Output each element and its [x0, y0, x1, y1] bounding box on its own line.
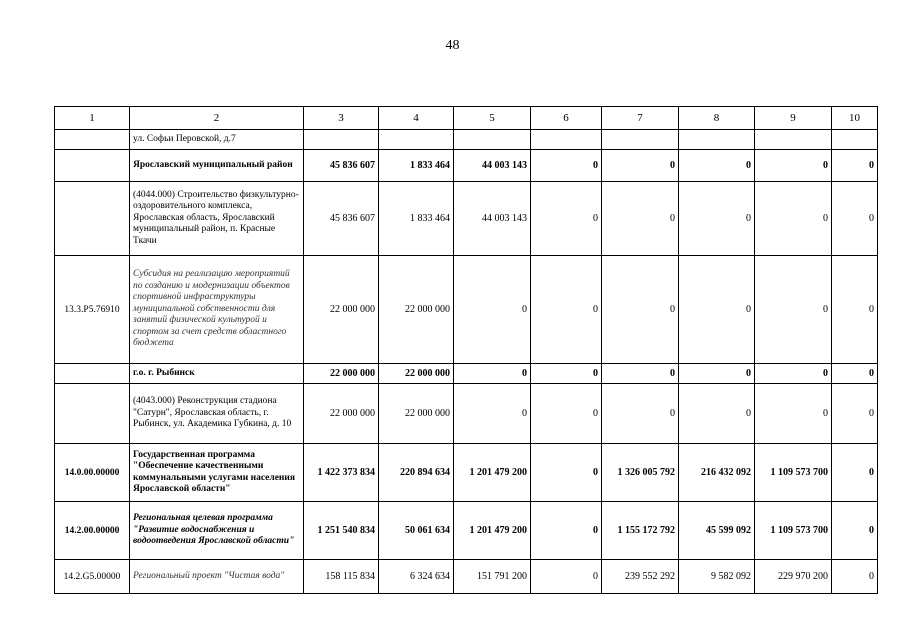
cell-value: 220 894 634 [379, 444, 454, 502]
cell-value [379, 130, 454, 150]
cell-value: 0 [832, 150, 878, 182]
table-row [55, 256, 878, 364]
cell-value: 0 [832, 182, 878, 256]
column-header: 10 [832, 107, 878, 130]
cell-value: 0 [832, 444, 878, 502]
column-header: 8 [679, 107, 755, 130]
table-row [55, 150, 878, 182]
row-description: Региональная целевая программа "Развитие водоснабжения и водоотведения Ярославской области" [130, 502, 304, 560]
cell-value: 0 [531, 384, 602, 444]
cell-value: 6 324 634 [379, 560, 454, 594]
table-row [55, 384, 878, 444]
cell-value: 0 [755, 384, 832, 444]
cell-value: 0 [832, 256, 878, 364]
cell-value: 9 582 092 [679, 560, 755, 594]
cell-value: 1 251 540 834 [304, 502, 379, 560]
cell-value [304, 130, 379, 150]
row-code: 14.0.00.00000 [55, 444, 130, 502]
cell-value [454, 130, 531, 150]
cell-value: 45 599 092 [679, 502, 755, 560]
cell-value: 22 000 000 [304, 384, 379, 444]
cell-value: 158 115 834 [304, 560, 379, 594]
row-code [55, 130, 130, 150]
row-description: (4044.000) Строительство физкультурно-оздоровительного комплекса, Ярославская область, Ярославский муниципальный район, п. Красные Ткачи [130, 182, 304, 256]
cell-value: 22 000 000 [304, 256, 379, 364]
cell-value: 1 201 479 200 [454, 444, 531, 502]
row-code [55, 150, 130, 182]
row-description: (4043.000) Реконструкция стадиона "Сатурн", Ярославская область, г. Рыбинск, ул. Академика Губкина, д. 10 [130, 384, 304, 444]
column-header: 6 [531, 107, 602, 130]
cell-value: 216 432 092 [679, 444, 755, 502]
cell-value: 1 326 005 792 [602, 444, 679, 502]
cell-value: 239 552 292 [602, 560, 679, 594]
row-description: Субсидия на реализацию мероприятий по созданию и модернизации объектов спортивной инфраструктуры муниципальной собственности для занятий физической культурой и спортом за счет средств областного бюджета [130, 256, 304, 364]
cell-value: 44 003 143 [454, 150, 531, 182]
cell-value [602, 130, 679, 150]
cell-value: 0 [531, 502, 602, 560]
table-row [55, 560, 878, 594]
cell-value: 0 [679, 364, 755, 384]
cell-value: 0 [832, 560, 878, 594]
cell-value: 0 [602, 182, 679, 256]
column-header: 9 [755, 107, 832, 130]
row-description: Региональный проект "Чистая вода" [130, 560, 304, 594]
cell-value: 22 000 000 [304, 364, 379, 384]
cell-value [755, 130, 832, 150]
cell-value: 44 003 143 [454, 182, 531, 256]
row-code [55, 384, 130, 444]
cell-value: 45 836 607 [304, 182, 379, 256]
cell-value: 0 [531, 256, 602, 364]
table-row [55, 444, 878, 502]
table-row [55, 182, 878, 256]
row-code: 13.3.Р5.76910 [55, 256, 130, 364]
cell-value: 1 109 573 700 [755, 502, 832, 560]
cell-value: 0 [832, 364, 878, 384]
cell-value: 22 000 000 [379, 256, 454, 364]
cell-value: 1 155 172 792 [602, 502, 679, 560]
page-number: 48 [445, 38, 460, 53]
column-header: 3 [304, 107, 379, 130]
cell-value: 0 [531, 182, 602, 256]
cell-value: 1 422 373 834 [304, 444, 379, 502]
cell-value: 1 833 464 [379, 150, 454, 182]
header-row [55, 107, 878, 130]
cell-value: 0 [454, 384, 531, 444]
cell-value: 1 201 479 200 [454, 502, 531, 560]
cell-value: 22 000 000 [379, 384, 454, 444]
row-description: ул. Софьи Перовской, д.7 [130, 130, 304, 150]
cell-value: 0 [531, 560, 602, 594]
cell-value: 0 [454, 256, 531, 364]
cell-value: 0 [531, 444, 602, 502]
cell-value: 151 791 200 [454, 560, 531, 594]
cell-value: 22 000 000 [379, 364, 454, 384]
cell-value: 0 [602, 150, 679, 182]
row-code: 14.2.00.00000 [55, 502, 130, 560]
cell-value: 0 [602, 256, 679, 364]
column-header: 5 [454, 107, 531, 130]
cell-value: 0 [679, 182, 755, 256]
column-header: 7 [602, 107, 679, 130]
cell-value: 0 [755, 256, 832, 364]
cell-value: 0 [602, 364, 679, 384]
row-code [55, 364, 130, 384]
cell-value: 50 061 634 [379, 502, 454, 560]
row-description: Ярославский муниципальный район [130, 150, 304, 182]
cell-value: 0 [679, 384, 755, 444]
cell-value: 0 [531, 150, 602, 182]
cell-value: 0 [832, 384, 878, 444]
cell-value: 0 [454, 364, 531, 384]
table-row [55, 502, 878, 560]
cell-value: 0 [602, 384, 679, 444]
cell-value: 0 [531, 364, 602, 384]
row-code: 14.2.G5.00000 [55, 560, 130, 594]
cell-value [531, 130, 602, 150]
column-header: 1 [55, 107, 130, 130]
cell-value [832, 130, 878, 150]
cell-value: 45 836 607 [304, 150, 379, 182]
cell-value: 0 [679, 256, 755, 364]
table-row [55, 364, 878, 384]
cell-value: 0 [679, 150, 755, 182]
cell-value: 1 109 573 700 [755, 444, 832, 502]
table-row [55, 130, 878, 150]
column-header: 4 [379, 107, 454, 130]
cell-value: 229 970 200 [755, 560, 832, 594]
row-code [55, 182, 130, 256]
row-description: г.о. г. Рыбинск [130, 364, 304, 384]
cell-value: 1 833 464 [379, 182, 454, 256]
cell-value: 0 [755, 364, 832, 384]
cell-value: 0 [755, 182, 832, 256]
row-description: Государственная программа "Обеспечение качественными коммунальными услугами населения Ярославской области" [130, 444, 304, 502]
column-header: 2 [130, 107, 304, 130]
cell-value: 0 [755, 150, 832, 182]
budget-table [54, 106, 878, 594]
cell-value [679, 130, 755, 150]
cell-value: 0 [832, 502, 878, 560]
